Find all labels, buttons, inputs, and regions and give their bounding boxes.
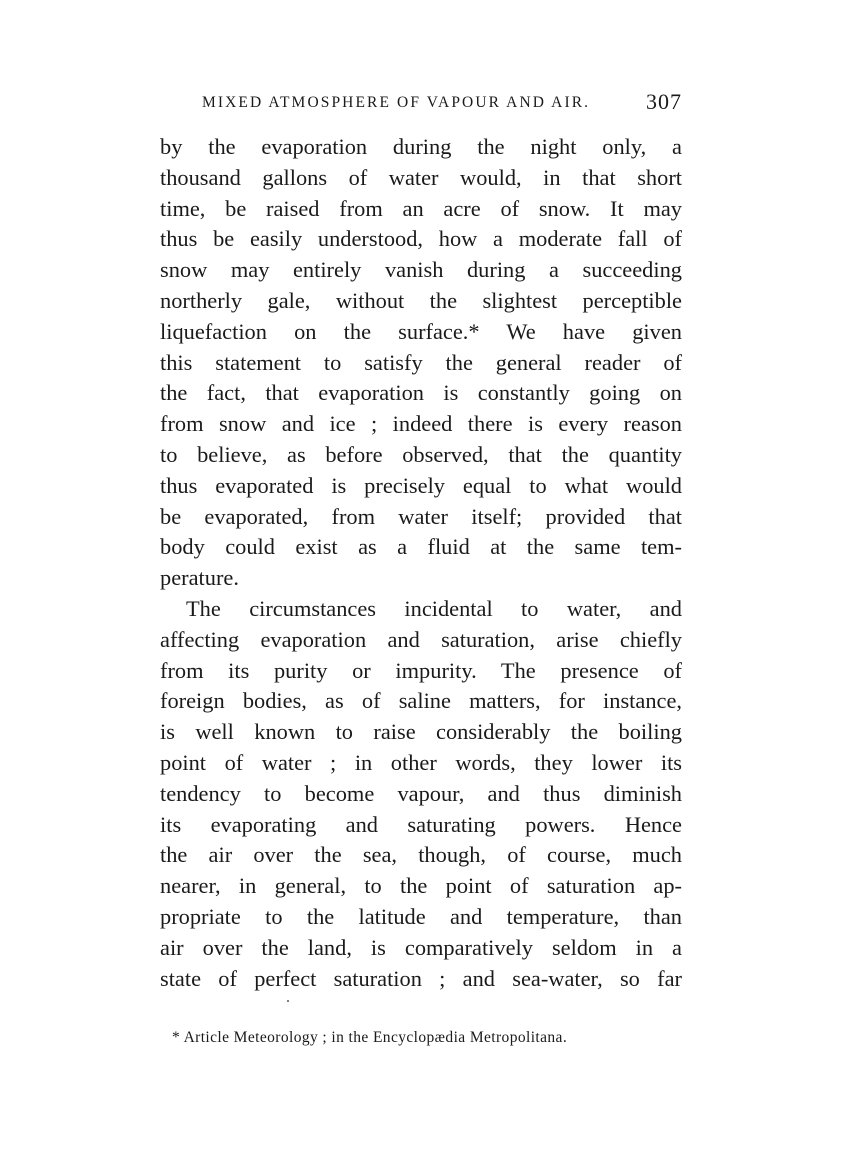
paragraph-end-line: perature. [160, 565, 239, 591]
text-line: its evaporating and saturating powers. Hence [160, 811, 682, 837]
text-line: point of water ; in other words, they lower its [160, 749, 682, 775]
text-line: air over the land, is comparatively seldom in a [160, 934, 682, 960]
text-line: thus be easily understood, how a moderate fall of [160, 226, 682, 252]
text-line: northerly gale, without the slightest perceptible [160, 287, 682, 313]
paragraph-first-line: The circumstances incidental to water, and [186, 595, 682, 621]
running-head [160, 89, 682, 122]
text-line: this statement to satisfy the general reader of [160, 349, 682, 375]
body-text [160, 132, 682, 994]
text-line: nearer, in general, to the point of saturation ap- [160, 873, 682, 899]
ink-speck [287, 1000, 289, 1002]
text-line: body could exist as a fluid at the same tem- [160, 534, 682, 560]
text-line: the fact, that evaporation is constantly going on [160, 380, 682, 406]
text-line: thus evaporated is precisely equal to what would [160, 472, 682, 498]
page-number: 307 [646, 89, 682, 114]
text-line: propriate to the latitude and temperature, than [160, 903, 682, 929]
text-line: liquefaction on the surface.* We have given [160, 318, 682, 344]
text-line: foreign bodies, as of saline matters, for instance, [160, 688, 682, 714]
footnote: * Article Meteorology ; in the Encyclopædia Metropolitana. [172, 1029, 568, 1046]
text-line: time, be raised from an acre of snow. It may [160, 195, 682, 221]
running-title: MIXED ATMOSPHERE OF VAPOUR AND AIR. [202, 94, 591, 111]
text-line: from snow and ice ; indeed there is every reason [160, 411, 682, 437]
text-line: state of perfect saturation ; and sea-water, so far [160, 965, 682, 991]
text-line: thousand gallons of water would, in that short [160, 164, 682, 190]
text-line: is well known to raise considerably the boiling [160, 719, 682, 745]
text-line: tendency to become vapour, and thus diminish [160, 780, 682, 806]
text-line: from its purity or impurity. The presence of [160, 657, 682, 683]
text-line: by the evaporation during the night only, a [160, 134, 682, 159]
text-line: affecting evaporation and saturation, arise chiefly [160, 626, 682, 652]
text-line: snow may entirely vanish during a succeeding [160, 257, 682, 283]
text-line: the air over the sea, though, of course, much [160, 842, 682, 868]
text-line: to believe, as before observed, that the quantity [160, 441, 682, 467]
text-line: be evaporated, from water itself; provided that [160, 503, 682, 529]
